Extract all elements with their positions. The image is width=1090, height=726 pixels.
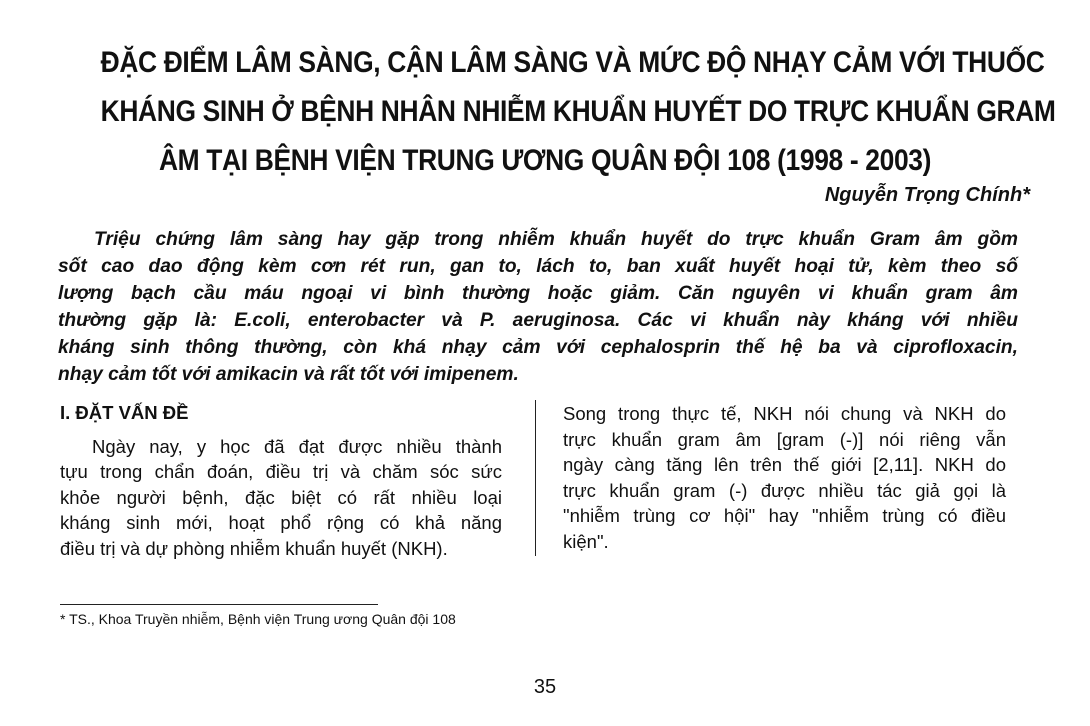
body-line: kiện". xyxy=(563,530,609,552)
abstract xyxy=(58,226,1018,388)
left-column xyxy=(60,400,502,561)
footnote: * TS., Khoa Truyền nhiễm, Bệnh viện Trung ương Quân đội 108 xyxy=(60,611,456,627)
body-line: trực khuẩn gram (-) được nhiều tác giả gọi là xyxy=(563,479,1006,501)
title-line: ÂM TẠI BỆNH VIỆN TRUNG ƯƠNG QUÂN ĐỘI 108 (1998 - 2003) xyxy=(158,144,932,177)
body-line: "nhiễm trùng cơ hội" hay "nhiễm trùng có điều xyxy=(563,505,1006,526)
body-line: tựu trong chẩn đoán, điều trị và chăm sóc sức xyxy=(60,461,502,482)
right-column xyxy=(563,401,1006,554)
body-line: Song trong thực tế, NKH nói chung và NKH do xyxy=(563,403,1006,424)
paper-title xyxy=(100,38,1056,185)
body-line: Ngày nay, y học đã đạt được nhiều thành xyxy=(92,435,502,457)
abstract-line: nhạy cảm tốt với amikacin và rất tốt với imipenem. xyxy=(58,364,519,385)
section-heading: I. ĐẶT VẤN ĐỀ xyxy=(60,402,189,423)
body-line: khỏe người bệnh, đặc biệt có rất nhiều loại xyxy=(60,486,502,508)
column-divider xyxy=(535,400,536,556)
body-line: ngày càng tăng lên trên thế giới [2,11]. NKH do xyxy=(563,454,1006,475)
title-line: ĐẶC ĐIỂM LÂM SÀNG, CẬN LÂM SÀNG VÀ MỨC ĐỘ NHẠY CẢM VỚI THUỐC xyxy=(100,46,1045,79)
author-name: Nguyễn Trọng Chính* xyxy=(824,184,1030,206)
footnote-rule xyxy=(60,604,378,605)
body-line: trực khuẩn gram âm [gram (-)] nói riêng vẫn xyxy=(563,428,1006,450)
page-number: 35 xyxy=(533,676,557,698)
abstract-line: lượng bạch cầu máu ngoại vi bình thường hoặc giảm. Căn nguyên vi khuẩn gram âm xyxy=(58,283,1018,304)
abstract-line: Triệu chứng lâm sàng hay gặp trong nhiễm khuẩn huyết do trực khuẩn Gram âm gồm xyxy=(94,229,1018,250)
abstract-line: sốt cao dao động kèm cơn rét run, gan to, lách to, ban xuất huyết hoại tử, kèm theo số xyxy=(58,256,1018,277)
title-line: KHÁNG SINH Ở BỆNH NHÂN NHIỄM KHUẨN HUYẾT DO TRỰC KHUẨN GRAM xyxy=(100,95,1056,128)
abstract-line: thường gặp là: E.coli, enterobacter và P. aeruginosa. Các vi khuẩn này kháng với nhiều xyxy=(58,310,1018,331)
body-line: điều trị và dự phòng nhiễm khuẩn huyết (NKH). xyxy=(60,537,448,559)
abstract-line: kháng sinh thông thường, còn khá nhạy cảm với cephalosprin thế hệ ba và ciprofloxacin, xyxy=(58,337,1018,358)
body-line: kháng sinh mới, hoạt phổ rộng có khả năng xyxy=(60,512,502,533)
